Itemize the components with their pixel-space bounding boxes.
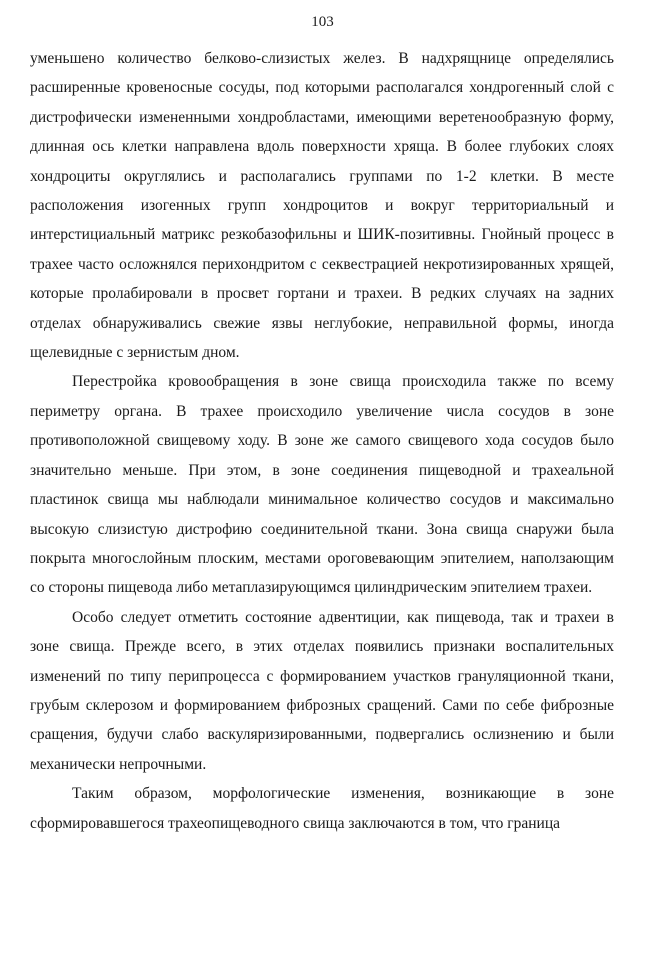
paragraph-continuation: уменьшено количество белково-слизистых желез. В надхрящнице определялись расширенные кровеносные сосуды, под которыми располагался хондрогенный слой с дистрофически измененными хондробластами, имеющими веретенообразную форму, длинная ось клетки направлена вдоль поверхности хряща. В более глубоких слоях хондроциты округлялись и располагались группами по 1-2 клетки. В месте расположения изогенных групп хондроцитов и вокруг территориальный и интерстициальный матрикс резкобазофильны и ШИК-позитивны. Гнойный процесс в трахее часто осложнялся перихондритом с секвестрацией некротизированных хрящей, которые пролабировали в просвет гортани и трахеи. В редких случаях на задних отделах обнаруживались свежие язвы неглубокие, неправильной формы, иногда щелевидные с зернистым дном.: [30, 50, 614, 362]
page-number: 103: [311, 14, 334, 30]
paragraph-conclusion: Таким образом, морфологические изменения, возникающие в зоне сформировавшегося трахеопищеводного свища заключаются в том, что граница: [30, 785, 614, 832]
paragraph-blood-circulation: Перестройка кровообращения в зоне свища происходила также по всему периметру органа. В трахее происходило увеличение числа сосудов в зоне противоположной свищевому ходу. В зоне же самого свищевого хода сосудов было значительно меньше. При этом, в зоне соединения пищеводной и трахеальной пластинок свища мы наблюдали минимальное количество сосудов и максимально высокую слизистую дистрофию соединительной ткани. Зона свища снаружи была покрыта многослойным плоским, местами ороговевающим эпителием, наползающим со стороны пищевода либо метаплазирующимся цилиндрическим эпителием трахеи.: [30, 373, 614, 597]
document-body: [30, 44, 614, 838]
paragraph-adventitia: Особо следует отметить состояние адвентиции, как пищевода, так и трахеи в зоне свища. Прежде всего, в этих отделах появились признаки воспалительных изменений по типу перипроцесса с формированием участков грануляционной ткани, грубым склерозом и формированием фиброзных сращений. Сами по себе фиброзные сращения, будучи слабо васкуляризированными, подвергались ослизнению и были механически непрочными.: [30, 608, 614, 773]
